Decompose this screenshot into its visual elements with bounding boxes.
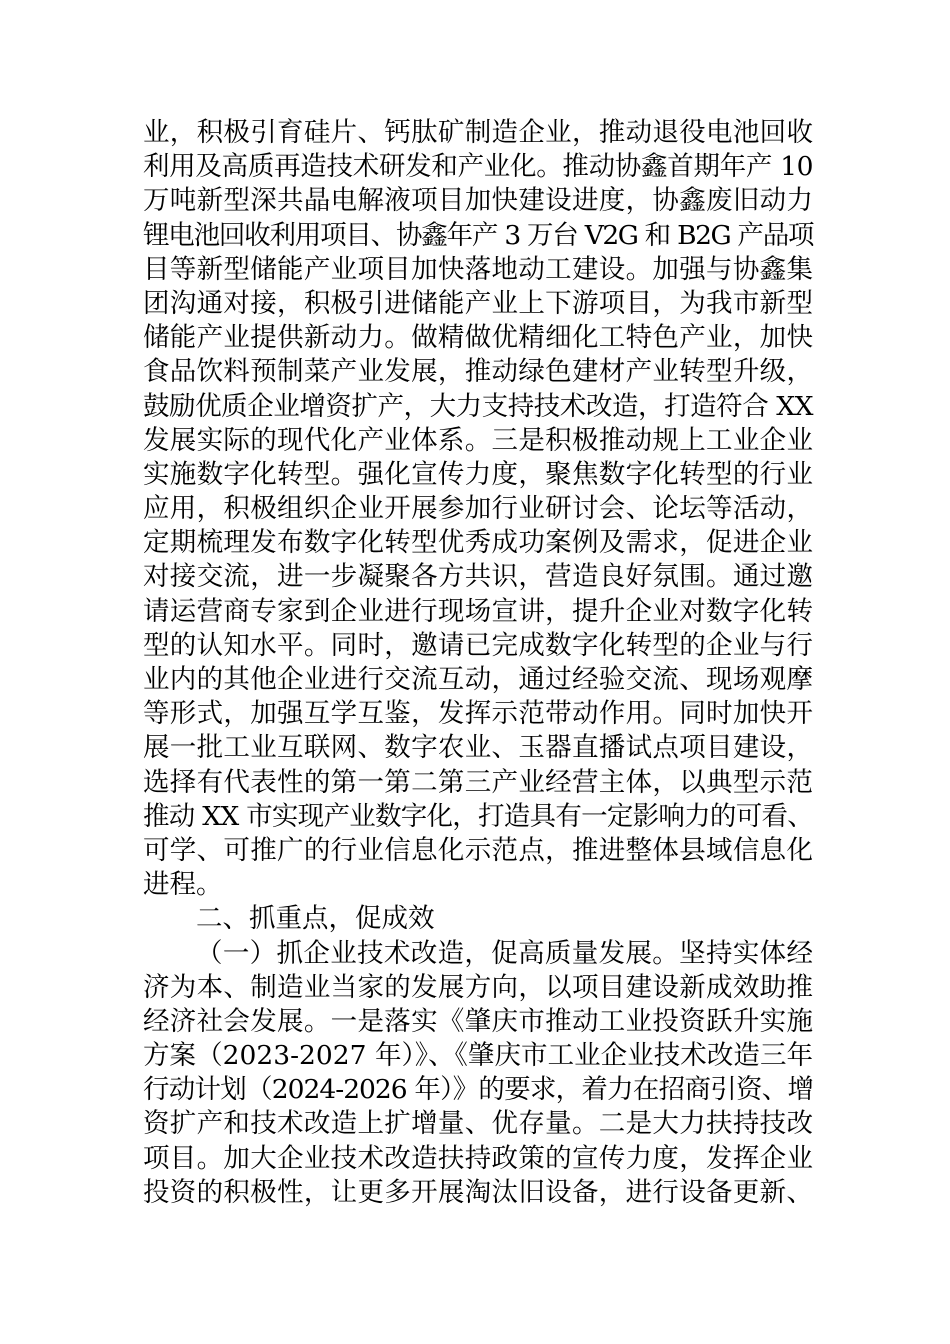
- text-line: 行动计划（2024-2026 年）》的要求，着力在招商引资、增: [143, 1074, 813, 1106]
- text-line: 推动 XX 市实现产业数字化，打造具有一定影响力的可看、: [143, 800, 813, 832]
- text-line: 经济社会发展。一是落实《肇庆市推动工业投资跃升实施: [143, 1005, 813, 1037]
- text-line: 方案（2023-2027 年）》、《肇庆市工业企业技术改造三年: [143, 1040, 813, 1072]
- section-heading: 二、抓重点，促成效: [196, 903, 435, 935]
- text-line: 选择有代表性的第一第二第三产业经营主体，以典型示范: [143, 766, 813, 798]
- text-line: 食品饮料预制菜产业发展，推动绿色建材产业转型升级，: [143, 356, 813, 388]
- text-line: 投资的积极性，让更多开展淘汰旧设备，进行设备更新、: [143, 1176, 813, 1208]
- text-line: 进程。: [143, 869, 223, 901]
- text-line: 请运营商专家到企业进行现场宣讲，提升企业对数字化转: [143, 595, 813, 627]
- text-line: 型的认知水平。同时，邀请已完成数字化转型的企业与行: [143, 629, 813, 661]
- text-line: 展一批工业互联网、数字农业、玉器直播试点项目建设，: [143, 732, 813, 764]
- text-line: 等形式，加强互学互鉴，发挥示范带动作用。同时加快开: [143, 698, 813, 730]
- text-line: 项目。加大企业技术改造扶持政策的宣传力度，发挥企业: [143, 1142, 813, 1174]
- text-line: 对接交流，进一步凝聚各方共识，营造良好氛围。通过邀: [143, 561, 813, 593]
- text-line: 实施数字化转型。强化宣传力度，聚焦数字化转型的行业: [143, 458, 813, 490]
- text-line: 目等新型储能产业项目加快落地动工建设。加强与协鑫集: [143, 253, 813, 285]
- text-line: 利用及高质再造技术研发和产业化。推动协鑫首期年产 10: [143, 151, 813, 183]
- text-line: 储能产业提供新动力。做精做优精细化工特色产业，加快: [143, 322, 813, 354]
- text-line: 济为本、制造业当家的发展方向，以项目建设新成效助推: [143, 971, 813, 1003]
- text-line: 鼓励优质企业增资扩产，大力支持技术改造，打造符合 XX: [143, 390, 813, 422]
- text-line: 应用，积极组织企业开展参加行业研讨会、论坛等活动，: [143, 493, 813, 525]
- text-line: 定期梳理发布数字化转型优秀成功案例及需求，促进企业: [143, 527, 813, 559]
- text-line: 资扩产和技术改造上扩增量、优存量。二是大力扶持技改: [143, 1108, 813, 1140]
- document-body: [143, 116, 813, 1210]
- text-line: 业，积极引育硅片、钙肽矿制造企业，推动退役电池回收: [143, 117, 813, 148]
- text-line: 万吨新型深共晶电解液项目加快建设进度，协鑫废旧动力: [143, 185, 813, 217]
- text-line: 可学、可推广的行业信息化示范点，推进整体县域信息化: [143, 834, 813, 866]
- text-line: 锂电池回收利用项目、协鑫年产 3 万台 V2G 和 B2G 产品项: [143, 219, 813, 251]
- subsection-lead-line: （一）抓企业技术改造，促高质量发展。坚持实体经: [196, 937, 813, 969]
- text-line: 发展实际的现代化产业体系。三是积极推动规上工业企业: [143, 424, 813, 456]
- text-line: 业内的其他企业进行交流互动，通过经验交流、现场观摩: [143, 664, 813, 695]
- text-line: 团沟通对接，积极引进储能产业上下游项目，为我市新型: [143, 287, 813, 319]
